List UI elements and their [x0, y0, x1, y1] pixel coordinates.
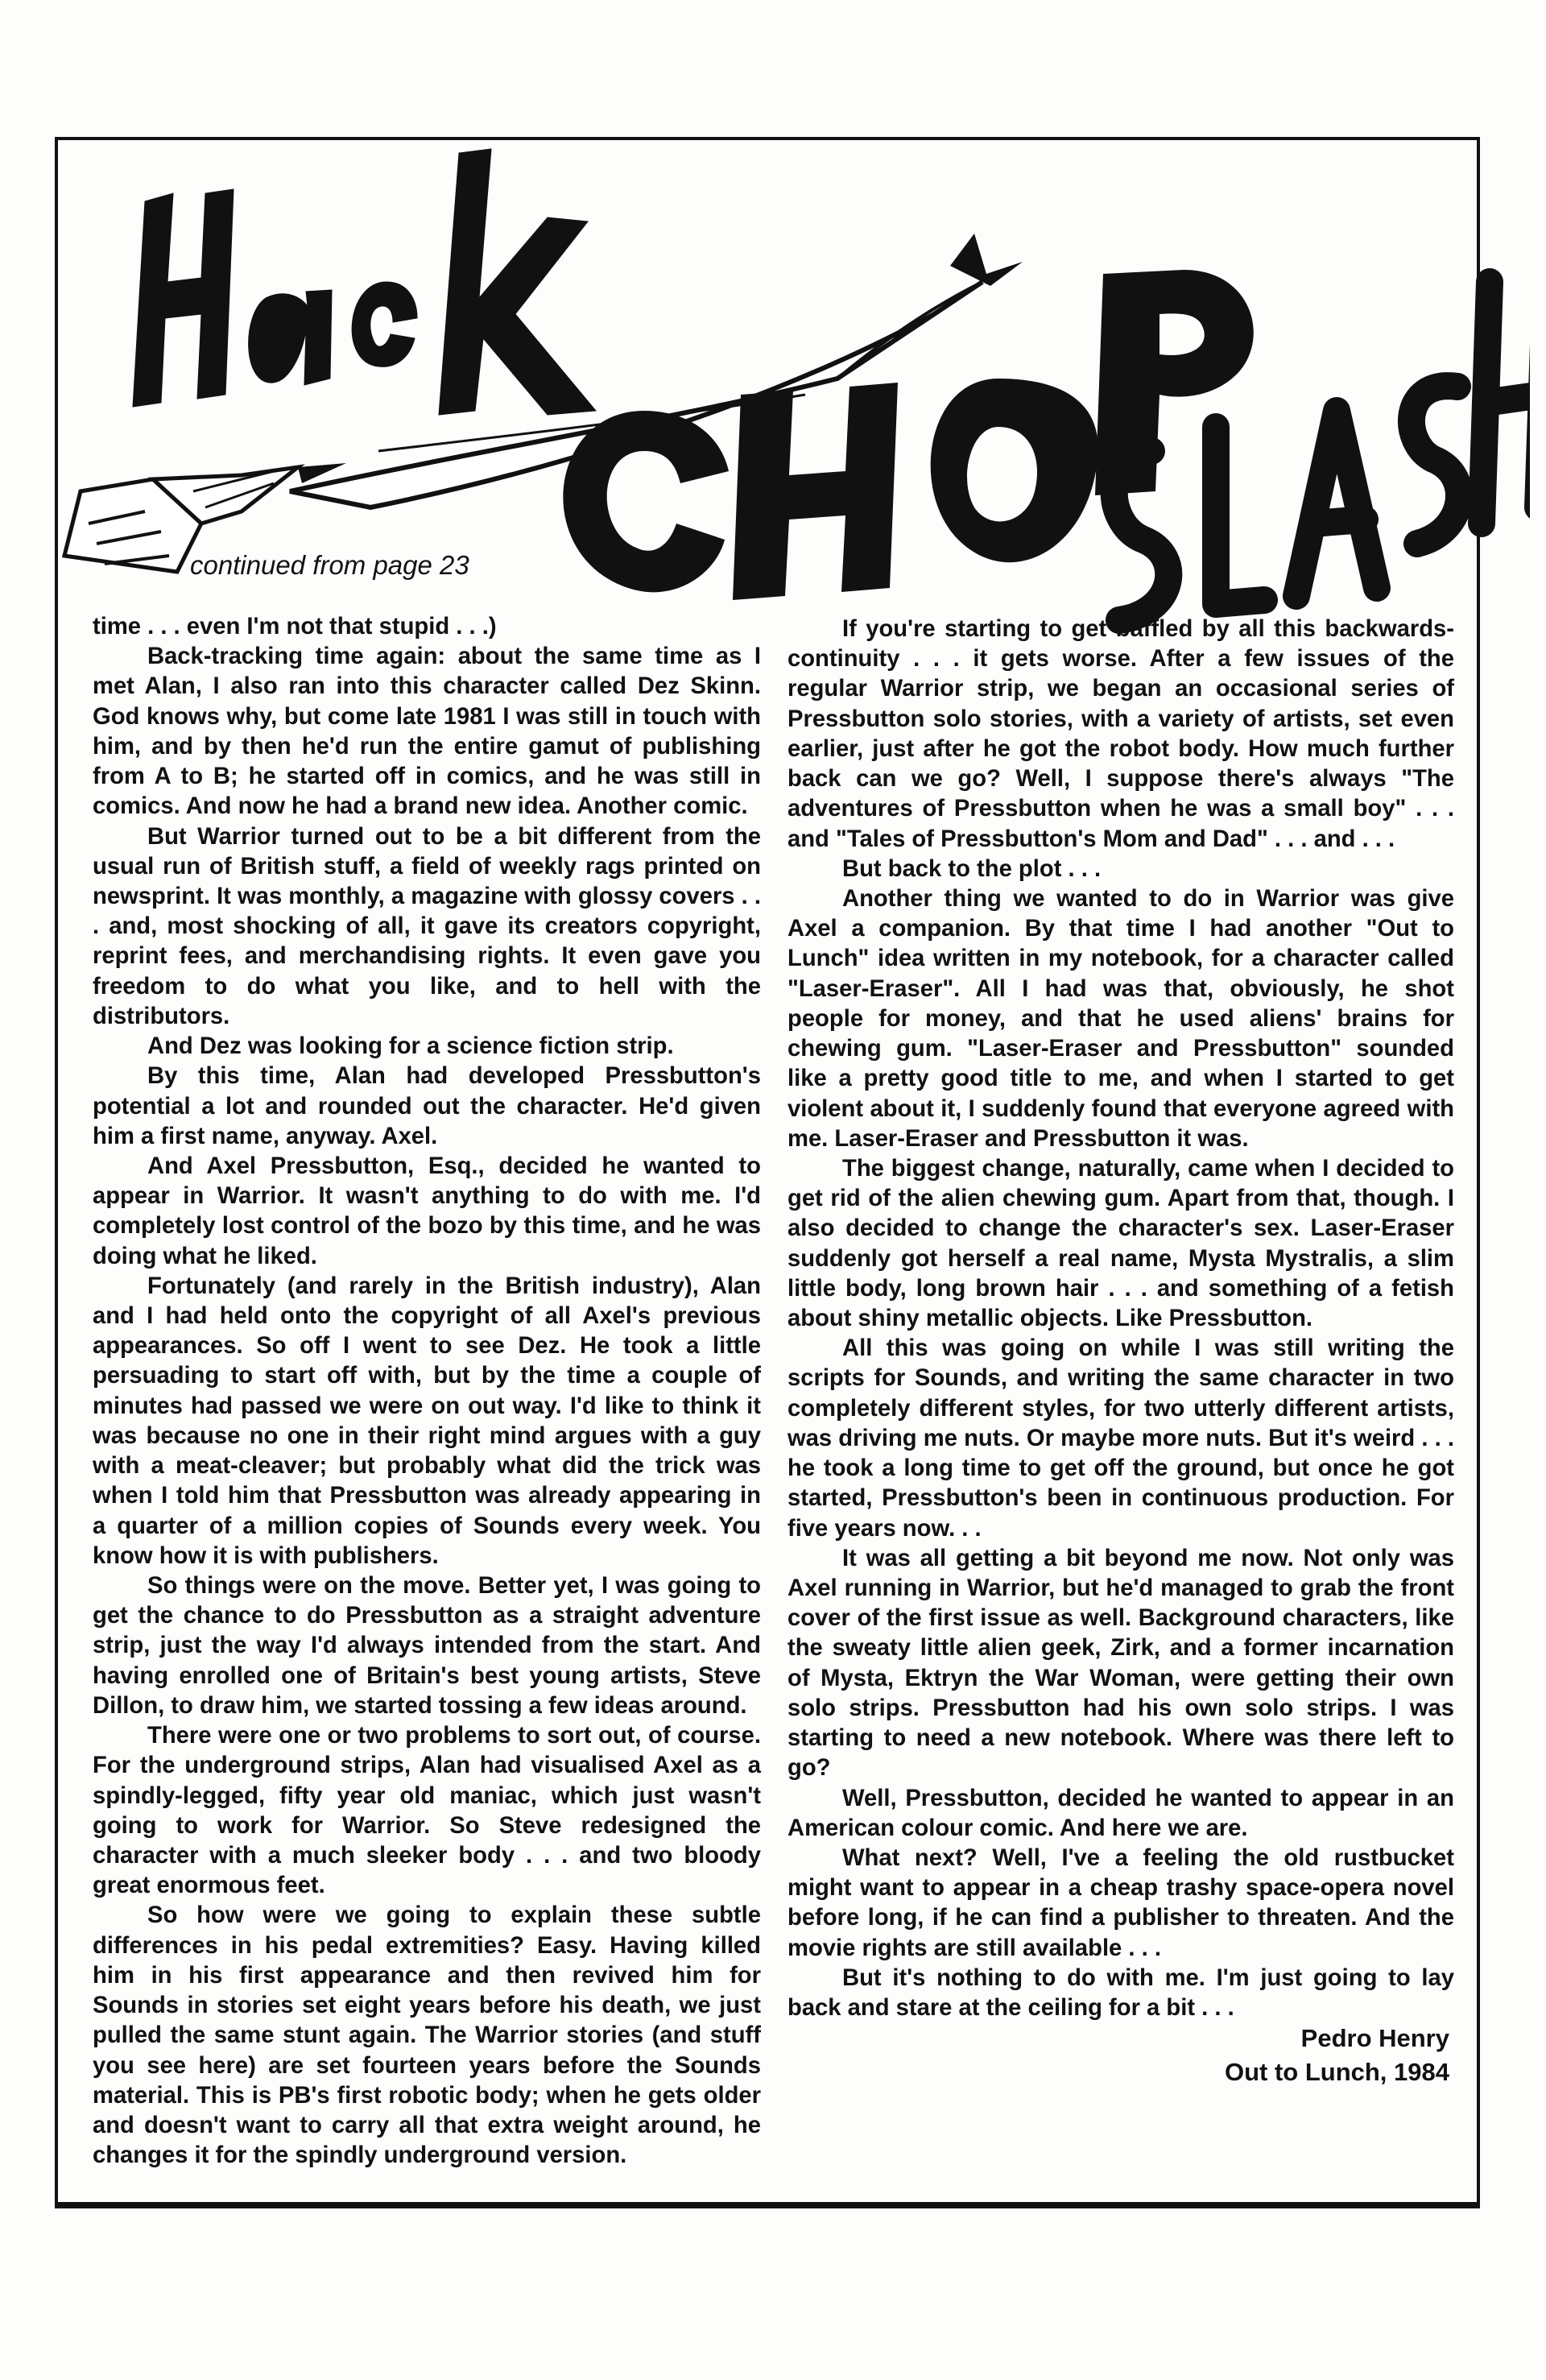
paragraph: The biggest change, naturally, came when I decided to get rid of the alien chewing gum. Apart from that, though. I also decided to change the character's sex. Laser-Eraser suddenly got herself a real name, Mysta Mystralis, a slim little body, long brown hair . . . and something of a fetish about shiny metallic objects. Like Pressbutton.: [787, 1155, 1454, 1332]
right-column: [787, 615, 1454, 2023]
title-word-hack: [133, 149, 596, 415]
paragraph: And Axel Pressbutton, Esq., decided he wanted to appear in Warrior. It wasn't anything to do with me. I'd completely lost control of the bozo by this time, and he was doing what he liked.: [93, 1153, 761, 1269]
paragraph: Another thing we wanted to do in Warrior was give Axel a companion. By that time I had another "Out to Lunch" idea written in my notebook, for a character called "Laser-Eraser". All I had was that, obviously, he shot people for money, and that he used aliens' brains for chewing gum. "Laser-Eraser and Pressbutton" sounded like a pretty good title to me, and when I started to get violent about it, I suddenly found that everyone agreed with me. Laser-Eraser and Pressbutton it was.: [787, 885, 1454, 1152]
paragraph: Back-tracking time again: about the same time as I met Alan, I also ran into this character called Dez Skinn. God knows why, but come late 1981 I was still in touch with him, and by then he'd run the entire gamut of publishing from A to B; he started off in comics, and he was still in comics. And now he had a brand new idea. Another comic.: [93, 644, 761, 820]
paragraph: It was all getting a bit beyond me now. Not only was Axel running in Warrior, but he'd managed to grab the front cover of the first issue as well. Background characters, like the sweaty little alien geek, Zirk, and a former incarnation of Mysta, Ektryn the War Woman, were getting their own solo strips. Pressbutton had his own solo strips. I was starting to need a new notebook. Where was there left to go?: [787, 1545, 1454, 1782]
paragraph: There were one or two problems to sort out, of course. For the underground strips, Alan had visualised Axel as a spindly-legged, fifty year old maniac, which just wasn't going to work for Warrior. So Steve redesigned the character with a much sleeker body . . . and two bloody great enormous feet.: [93, 1723, 761, 1899]
continued-note: continued from page 23: [190, 550, 469, 580]
paragraph: All this was going on while I was still writing the scripts for Sounds, and writing the same character in two completely different styles, for two utterly different artists, was driving me nuts. Or maybe more nuts. But it's weird . . . he took a long time to get off the ground, but once he got started, Pressbutton's been in continuous production. For five years now. . .: [787, 1335, 1454, 1542]
paragraph: By this time, Alan had developed Pressbutton's potential a lot and rounded out the character. He'd given him a first name, anyway. Axel.: [93, 1063, 761, 1149]
paragraph: If you're starting to get baffled by all this backwards-continuity . . . it gets worse. After a few issues of the regular Warrior strip, we began an occasional series of Pressbutton solo stories, with a variety of artists, set even earlier, just after he got the robot body. How much further back can we go? Well, I suppose there's always "The adventures of Pressbutton when he was a small boy" . . . and "Tales of Pressbutton's Mom and Dad" . . . and . . .: [787, 616, 1454, 852]
frame-bottom-rule: [55, 2202, 1480, 2208]
left-column: [93, 612, 761, 2171]
paragraph: So things were on the move. Better yet, I was going to get the chance to do Pressbutton as a straight adventure strip, just the way I'd always intended from the start. And having enrolled one of Britain's best young artists, Steve Dillon, to draw him, we started tossing a few ideas around.: [93, 1573, 761, 1719]
blade-icon: [290, 234, 1023, 507]
paragraph: And Dez was looking for a science fiction strip.: [147, 1033, 674, 1060]
title-word-slash: [1114, 274, 1530, 620]
paragraph: But it's nothing to do with me. I'm just going to lay back and stare at the ceiling for a bit . . .: [787, 1964, 1454, 2022]
author-name: Pedro Henry: [1300, 2024, 1449, 2052]
paragraph: Well, Pressbutton, decided he wanted to appear in an American colour comic. And here we are.: [787, 1785, 1454, 1841]
author-signature: [1225, 2022, 1449, 2089]
paragraph: Fortunately (and rarely in the British industry), Alan and I had held onto the copyright of all Axel's previous appearances. So off I went to see Dez. He took a little persuading to start off with, but by the time a couple of minutes had passed we were on out way. I'd like to think it was because no one in their right mind argues with a guy with a meat-cleaver; but probably what did the trick was when I told him that Pressbutton was already appearing in a quarter of a million copies of Sounds every week. You know how it is with publishers.: [93, 1273, 761, 1569]
paragraph: But back to the plot . . .: [842, 855, 1102, 882]
author-affiliation: Out to Lunch, 1984: [1224, 2057, 1449, 2086]
paragraph: So how were we going to explain these subtle differences in his pedal extremities? Easy. Having killed him in his first appearance and then revived him for Sounds in stories set eight years before his death, we just pulled the same stunt again. The Warrior stories (and stuff you see here) are set fourteen years before the Sounds material. This is PB's first robotic body; when he gets older and doesn't want to carry all that extra weight around, he changes it for the spindly underground version.: [93, 1902, 761, 2169]
paragraph: But Warrior turned out to be a bit different from the usual run of British stuff, a field of weekly rags printed on newsprint. It was monthly, a magazine with glossy covers . . . and, most shocking of all, it gave its creators copyright, reprint fees, and merchandising rights. It even gave you freedom to do what you like, and to hell with the distributors.: [93, 823, 761, 1029]
paragraph: What next? Well, I've a feeling the old rustbucket might want to appear in a cheap trashy space-opera novel before long, if he can find a publisher to threaten. And the movie rights are still available . . .: [787, 1844, 1454, 1961]
paragraph: time . . . even I'm not that stupid . . .): [93, 614, 497, 639]
